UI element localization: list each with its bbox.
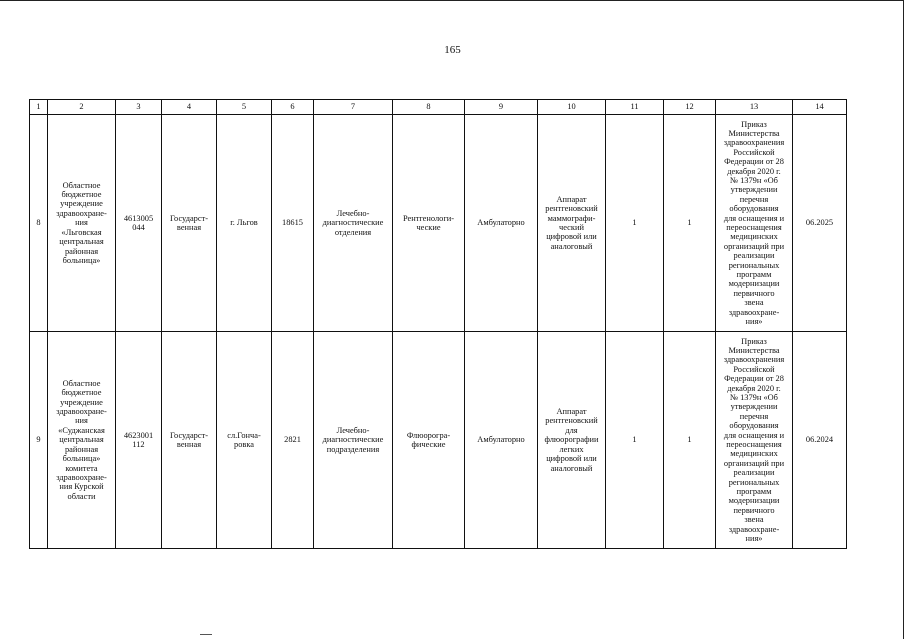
column-header: 12 — [664, 100, 716, 115]
equipment-cell: Аппарат рентгеновский маммографи- ческий цифровой или аналоговый — [538, 115, 606, 332]
column-header: 14 — [793, 100, 847, 115]
ownership-cell: Государст- венная — [162, 332, 217, 549]
scan-mark — [200, 634, 212, 635]
equipment-cell: Аппарат рентгеновский для флюорографии легких цифровой или аналоговый — [538, 332, 606, 549]
specialty-cell: Рентгенологи- ческие — [393, 115, 465, 332]
table-row — [30, 115, 847, 332]
page-number: 165 — [444, 44, 461, 56]
equipment-table — [29, 99, 847, 549]
inn-cell: 4623001 112 — [116, 332, 162, 549]
row-number-cell: 9 — [30, 332, 48, 549]
population-cell: 18615 — [272, 115, 314, 332]
column-header: 9 — [465, 100, 538, 115]
regulation-cell: Приказ Министерства здравоохранения Российской Федерации от 28 декабря 2020 г. № 1379н «Об утверждении перечня оборудования для оснащения и переоснащения медицинских организаций при реализации региональных программ модернизации первичного звена здравоохране- ния» — [716, 115, 793, 332]
column-header: 11 — [606, 100, 664, 115]
ownership-cell: Государст- венная — [162, 115, 217, 332]
department-cell: Лечебно- диагностические подразделения — [314, 332, 393, 549]
column-header: 7 — [314, 100, 393, 115]
column-header: 4 — [162, 100, 217, 115]
regulation-cell: Приказ Министерства здравоохранения Российской Федерации от 28 декабря 2020 г. № 1379н «Об утверждении перечня оборудования для оснащения и переоснащения медицинских организаций при реализации региональных программ модернизации первичного звена здравоохране- ния» — [716, 332, 793, 549]
organization-cell: Областное бюджетное учреждение здравоохране- ния «Суджанская центральная районная больница» комитета здравоохране- ния Курской области — [48, 332, 116, 549]
department-cell: Лечебно- диагностические отделения — [314, 115, 393, 332]
locality-cell: г. Льгов — [217, 115, 272, 332]
column-header: 5 — [217, 100, 272, 115]
quantity-cell: 1 — [664, 115, 716, 332]
column-header: 8 — [393, 100, 465, 115]
organization-cell: Областное бюджетное учреждение здравоохране- ния «Льговская центральная районная больница» — [48, 115, 116, 332]
table-header-row — [30, 100, 847, 115]
table-row — [30, 332, 847, 549]
locality-cell: сл.Гонча- ровка — [217, 332, 272, 549]
column-header: 1 — [30, 100, 48, 115]
specialty-cell: Флюорогра- фические — [393, 332, 465, 549]
inn-cell: 4613005 044 — [116, 115, 162, 332]
quantity-cell: 1 — [664, 332, 716, 549]
column-header: 3 — [116, 100, 162, 115]
column-header: 13 — [716, 100, 793, 115]
column-header: 10 — [538, 100, 606, 115]
date-cell: 06.2024 — [793, 332, 847, 549]
quantity-cell: 1 — [606, 332, 664, 549]
column-header: 6 — [272, 100, 314, 115]
date-cell: 06.2025 — [793, 115, 847, 332]
care-type-cell: Амбулаторно — [465, 332, 538, 549]
care-type-cell: Амбулаторно — [465, 115, 538, 332]
quantity-cell: 1 — [606, 115, 664, 332]
row-number-cell: 8 — [30, 115, 48, 332]
column-header: 2 — [48, 100, 116, 115]
population-cell: 2821 — [272, 332, 314, 549]
